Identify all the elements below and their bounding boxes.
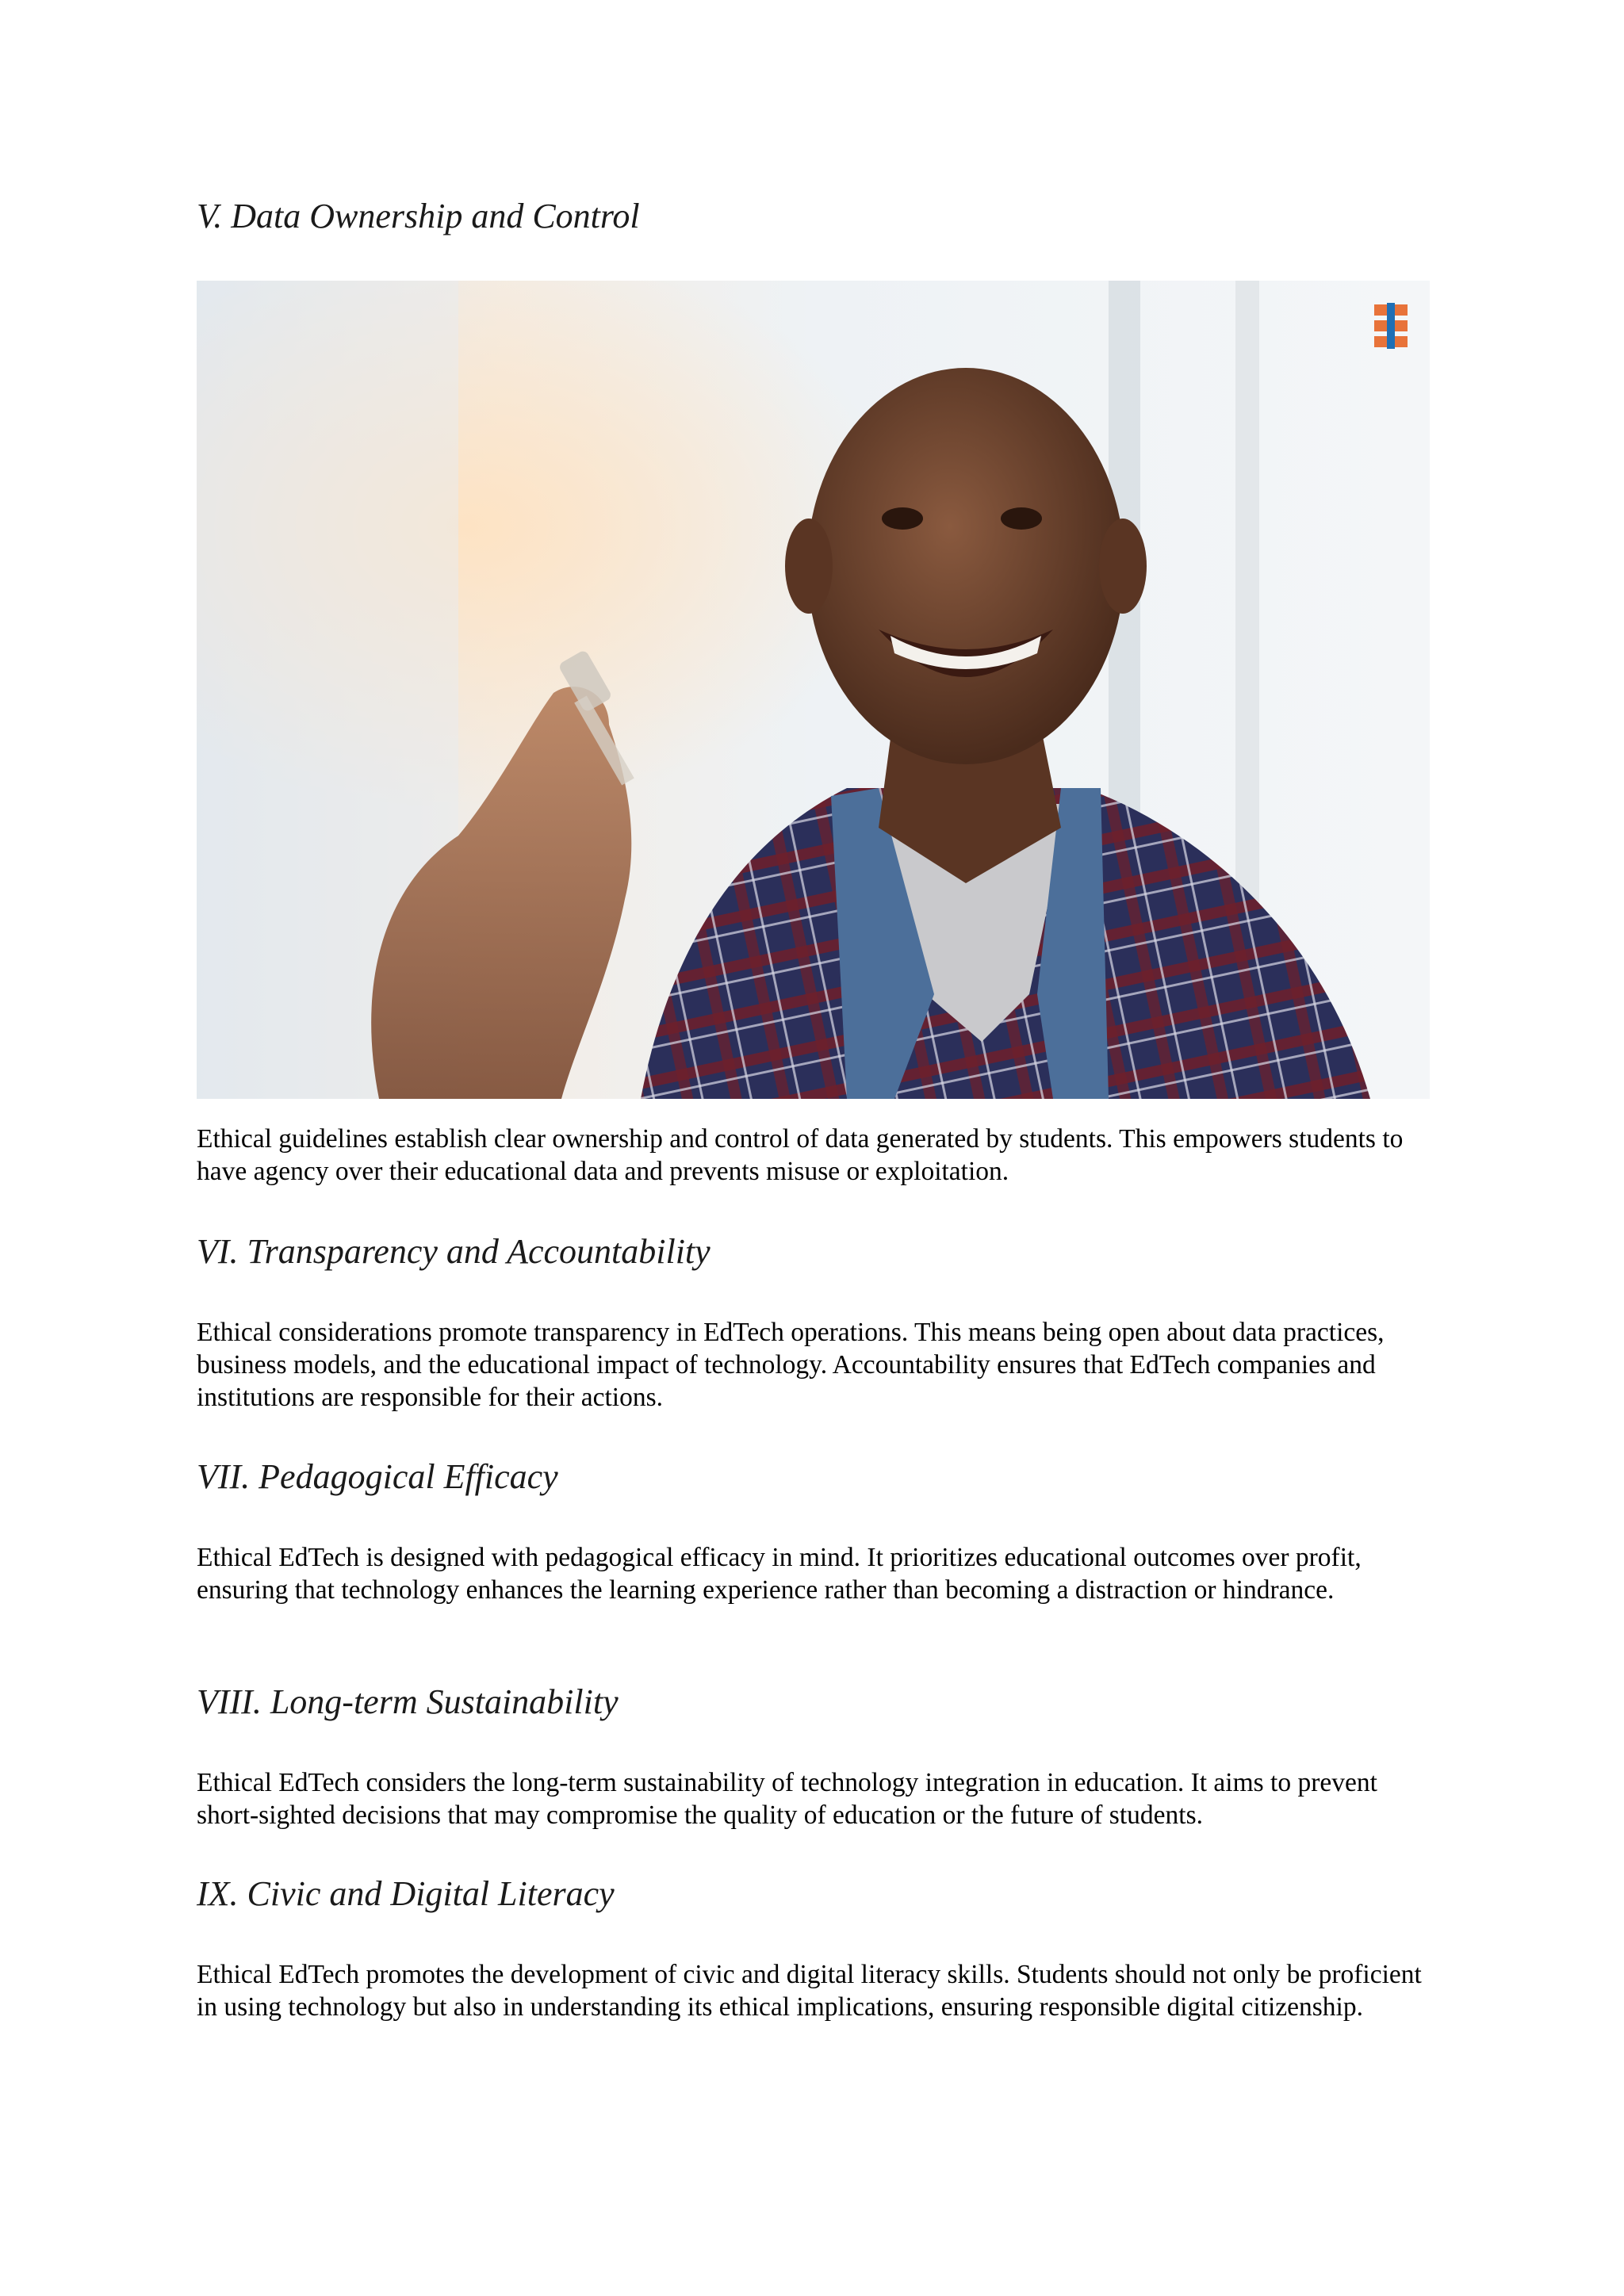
section-heading-transparency: VI. Transparency and Accountability: [197, 1232, 710, 1271]
logo-icon: [1374, 303, 1408, 349]
section-body-sustainability: Ethical EdTech considers the long-term sustainability of technology integration in education. It aims to prevent short-sighted decisions that may compromise the quality of education or the future of students.: [197, 1768, 1377, 1830]
section-body-data-ownership: Ethical guidelines establish clear ownership and control of data generated by students. This empowers students to have agency over their educational data and prevents misuse or exploitation.: [197, 1124, 1404, 1186]
section-body-pedagogical-efficacy: Ethical EdTech is designed with pedagogical efficacy in mind. It prioritizes educational outcomes over profit, ensuring that technology enhances the learning experience rather than becoming a distraction or hindrance.: [197, 1543, 1362, 1605]
photo-man-holding-key: [197, 281, 1430, 1099]
section-heading-sustainability: VIII. Long-term Sustainability: [197, 1682, 619, 1721]
section-heading-civic-literacy: IX. Civic and Digital Literacy: [197, 1874, 615, 1913]
section-heading-pedagogical-efficacy: VII. Pedagogical Efficacy: [197, 1457, 558, 1496]
section-heading-data-ownership: V. Data Ownership and Control: [197, 197, 640, 235]
section-body-transparency: Ethical considerations promote transparency in EdTech operations. This means being open about data practices, business models, and the educational impact of technology. Accountability ensures that EdTech companies and institutions are responsible for their actions.: [197, 1318, 1385, 1412]
section-body-civic-literacy: Ethical EdTech promotes the development of civic and digital literacy skills. Students should not only be proficient in using technology but also in understanding its ethical implications, ensuring responsible digital citizenship.: [197, 1960, 1422, 2022]
